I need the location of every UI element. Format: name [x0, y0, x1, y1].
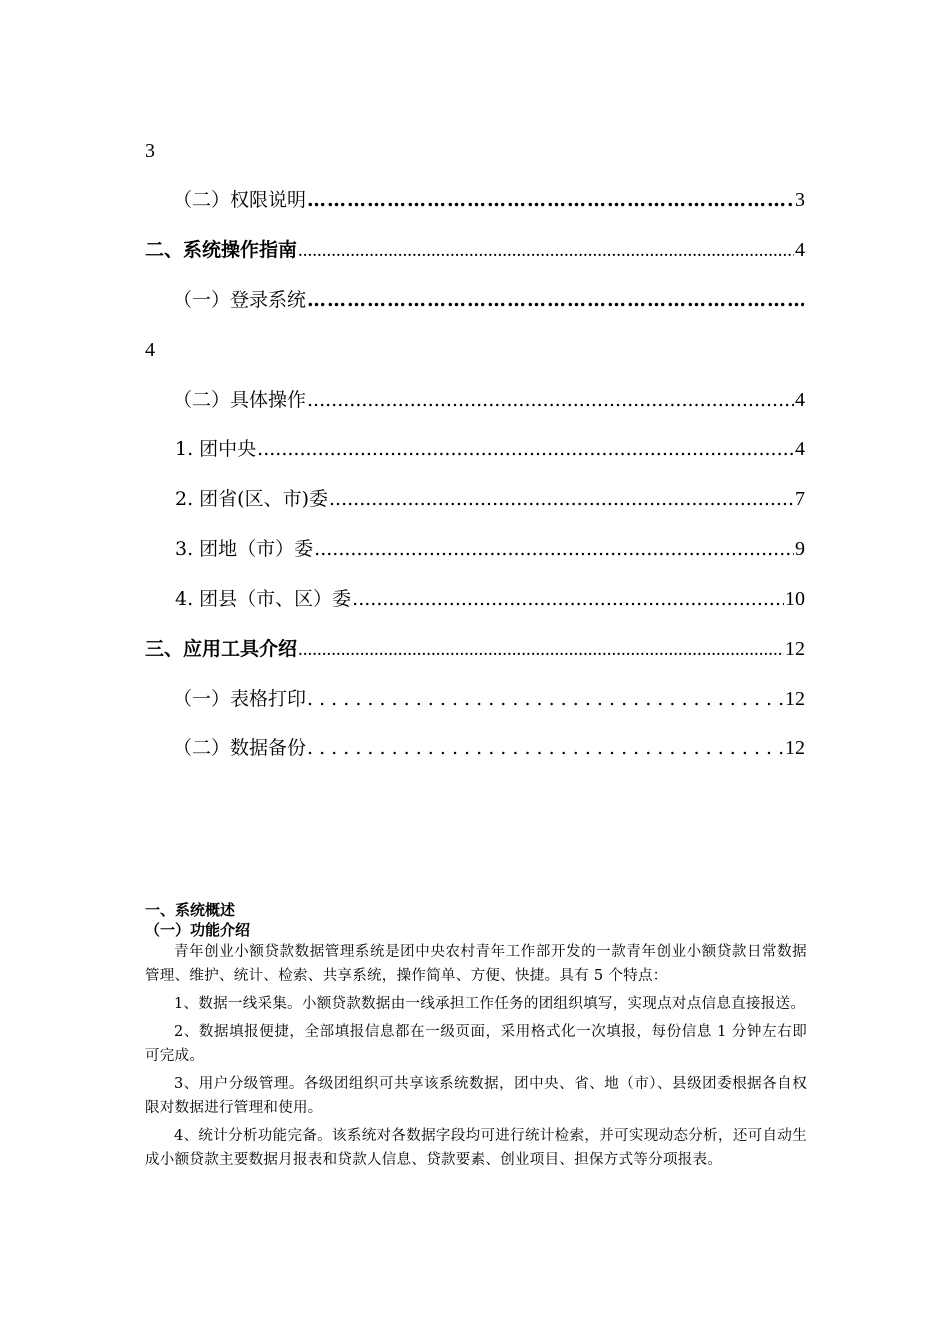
toc-entry-page: 4 — [795, 389, 805, 411]
toc-leader — [257, 434, 794, 464]
toc-entry-label: （一）登录系统 — [173, 289, 307, 311]
toc-entry-label: 二、系统操作指南 — [145, 239, 298, 261]
toc-entry-page: 9 — [795, 538, 805, 560]
toc-entry[interactable] — [145, 385, 805, 415]
toc-entry[interactable] — [145, 434, 805, 464]
toc-leader — [307, 385, 794, 415]
toc-leader — [298, 635, 784, 665]
toc-entry[interactable] — [145, 584, 805, 614]
paragraph: 1、数据一线采集。小额贷款数据由一线承担工作任务的团组织填写，实现点对点信息直接报送。 — [174, 996, 806, 1012]
toc-page-number-orphan: 4 — [145, 339, 155, 361]
toc-entry-page: 4 — [795, 438, 805, 460]
toc-entry[interactable] — [145, 285, 805, 315]
toc-leader — [298, 236, 794, 266]
paragraph: 2、数据填报便捷，全部填报信息都在一级页面，采用格式化一次填报，每份信息 1 分钟左右即可完成。 — [145, 1024, 807, 1064]
toc-leader — [307, 285, 804, 315]
toc-entry-page: 7 — [795, 488, 805, 510]
toc-entry[interactable] — [145, 684, 805, 714]
toc-entry-label: （二）具体操作 — [173, 389, 307, 411]
toc-entry-page: 4 — [795, 239, 805, 261]
toc-entry-page: 12 — [785, 638, 805, 660]
toc-entry[interactable] — [145, 185, 805, 215]
toc-entry-label: （二）数据备份 — [173, 737, 307, 759]
paragraph: 青年创业小额贷款数据管理系统是团中央农村青年工作部开发的一款青年创业小额贷款日常数据管理、维护、统计、检索、共享系统，操作简单、方便、快捷。具有 5 个特点： — [145, 944, 807, 984]
toc-entry-page: 10 — [785, 588, 805, 610]
body-section — [145, 900, 807, 1176]
toc-entry-label: 1. 团中央 — [175, 438, 257, 460]
toc-entry-page: 12 — [785, 737, 805, 759]
toc-page-number-orphan: 3 — [145, 140, 155, 162]
toc-entry-page: 12 — [785, 688, 805, 710]
paragraph: 4、统计分析功能完备。该系统对各数据字段均可进行统计检索，并可实现动态分析，还可自动生成小额贷款主要数据月报表和贷款人信息、贷款要素、创业项目、担保方式等分项报表。 — [145, 1128, 807, 1168]
toc-entry-label: （二）权限说明 — [173, 189, 307, 211]
toc-entry-label: 4. 团县（市、区）委 — [175, 588, 352, 610]
toc-leader — [307, 684, 784, 714]
toc-entry-label: 2. 团省(区、市)委 — [175, 488, 328, 510]
toc-entry[interactable] — [145, 733, 805, 763]
toc-entry[interactable] — [145, 534, 805, 564]
toc-entry-label: 三、应用工具介绍 — [145, 638, 298, 660]
toc-leader — [329, 484, 794, 514]
subsection-heading: （一）功能介绍 — [145, 921, 251, 939]
toc-leader — [307, 185, 794, 215]
toc-leader — [314, 534, 794, 564]
toc-leader — [352, 584, 784, 614]
section-heading: 一、系统概述 — [145, 901, 236, 919]
toc-entry-page: 3 — [795, 189, 805, 211]
toc-entry[interactable] — [145, 484, 805, 514]
toc-entry[interactable] — [145, 235, 805, 265]
toc-entry-label: 3. 团地（市）委 — [175, 538, 314, 560]
paragraph: 3、用户分级管理。各级团组织可共享该系统数据，团中央、省、地（市）、县级团委根据各自权限对数据进行管理和使用。 — [145, 1076, 807, 1116]
toc-entry-label: （一）表格打印 — [173, 688, 307, 710]
toc-entry[interactable] — [145, 634, 805, 664]
toc-leader — [307, 733, 784, 763]
